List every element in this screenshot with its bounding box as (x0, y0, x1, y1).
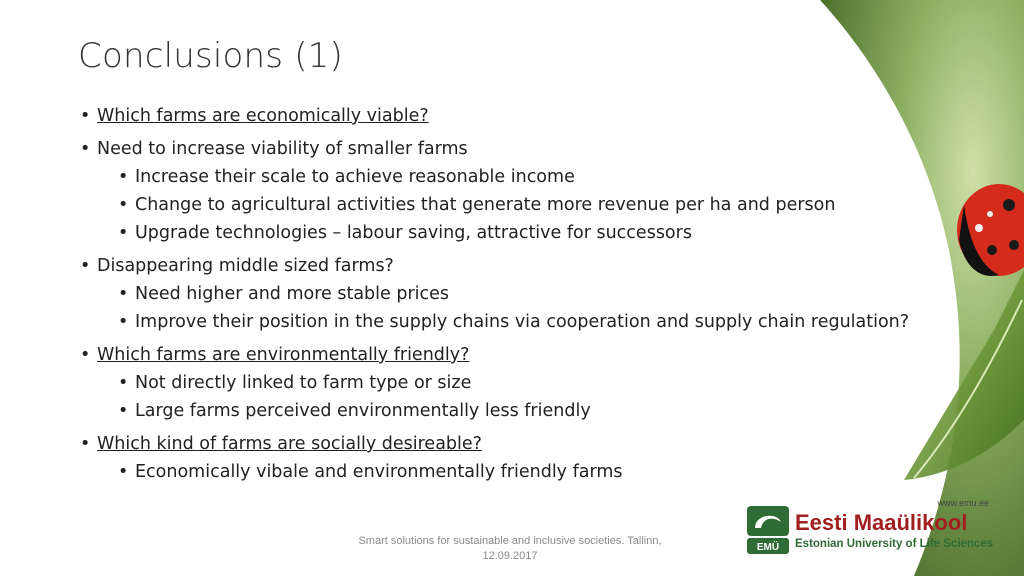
emu-emblem-icon (747, 506, 789, 554)
bullet-item (80, 254, 940, 334)
logo-url: www.emu.ee (937, 498, 989, 508)
bullet-item (80, 137, 940, 245)
bullet-text: Need to increase viability of smaller farms (97, 139, 468, 159)
slide-title: Conclusions (1) (78, 36, 343, 76)
bullet-text: Which kind of farms are socially desireable? (97, 434, 482, 454)
sub-bullet-item: • Increase their scale to achieve reasonable income (80, 165, 940, 189)
logo-name: Eesti Maaülikool (795, 510, 968, 535)
sub-bullet-list (80, 165, 940, 245)
sub-bullet-item: • Need higher and more stable prices (80, 282, 940, 306)
sub-bullet-item: • Large farms perceived environmentally less friendly (80, 399, 940, 423)
bullet-item (80, 104, 940, 128)
sub-bullet-list (80, 371, 940, 423)
bullet-item (80, 343, 940, 423)
bullet-text: Which farms are economically viable? (97, 106, 429, 126)
bullet-text: Disappearing middle sized farms? (97, 256, 394, 276)
sub-bullet-item: • Change to agricultural activities that generate more revenue per ha and person (80, 193, 940, 217)
sub-bullet-list (80, 460, 940, 484)
sub-bullet-item: • Not directly linked to farm type or size (80, 371, 940, 395)
footer-text: Smart solutions for sustainable and inclusive societies. Tallinn, 12.09.2017 (358, 535, 662, 562)
sub-bullet-list (80, 282, 940, 334)
svg-text:EMÜ: EMÜ (756, 542, 780, 553)
logo-subname: Estonian University of Life Sciences (795, 538, 994, 550)
university-logo (745, 498, 995, 558)
sub-bullet-item: • Improve their position in the supply chains via cooperation and supply chain regulation? (80, 310, 940, 334)
bullet-item (80, 432, 940, 484)
bullet-text: Which farms are environmentally friendly? (97, 345, 470, 365)
sub-bullet-item: • Upgrade technologies – labour saving, attractive for successors (80, 221, 940, 245)
bullet-list (80, 104, 940, 493)
sub-bullet-item: • Economically vibale and environmentally friendly farms (80, 460, 940, 484)
